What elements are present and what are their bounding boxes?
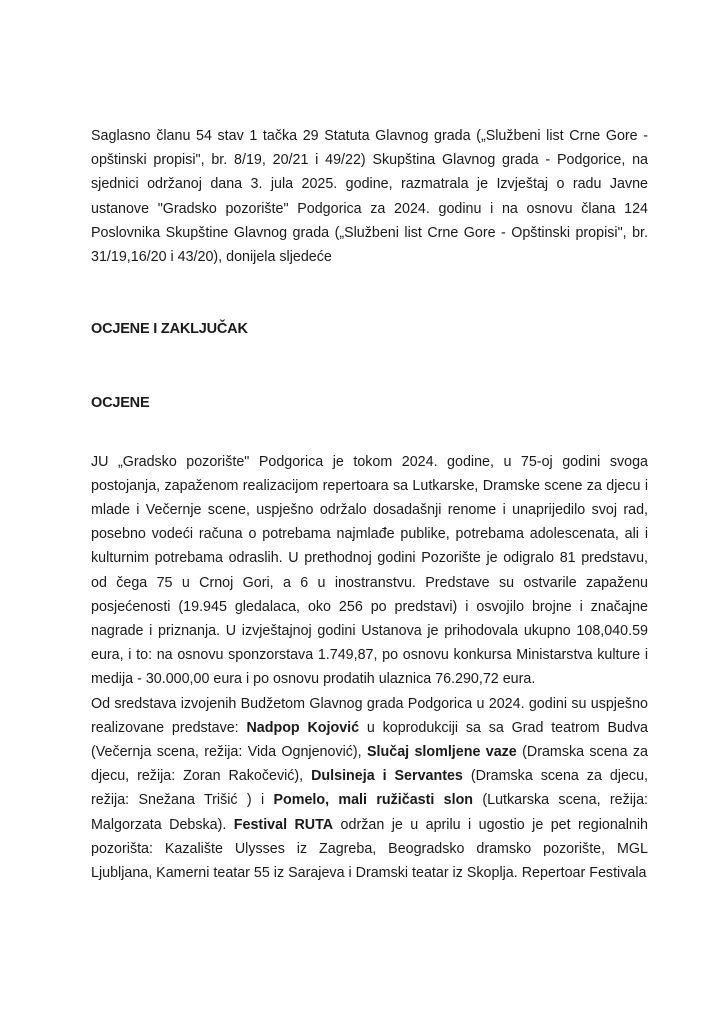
production-title: Pomelo, mali ružičasti slon bbox=[273, 792, 474, 809]
production-title: Dulsineja i Servantes bbox=[311, 768, 463, 785]
section-heading: OCJENE bbox=[91, 395, 150, 412]
document-page bbox=[91, 124, 648, 885]
text-run: održan je u aprilu i ugostio je pet regionalnih pozorišta: Kazalište Ulysses iz Zagreba, Beogradsko dramsko pozorište, MGL Ljubljana, Kamerni teatar 55 iz Sarajeva i Dramski teatar iz Skoplja. Repertoar Festivala bbox=[91, 816, 648, 882]
document-title: OCJENE I ZAKLJUČAK bbox=[91, 321, 248, 338]
assessment-paragraph: JU „Gradsko pozorište" Podgorica je tokom 2024. godine, u 75-oj godini svoga postojanja, zapaženom realizacijom repertoara sa Lutkarske, Dramske scene za djecu i mlade i Večernje scene, uspješno održalo dosadašnji renome i unaprijedilo svoj rad, posebno vodeći računa o potrebama najmlađe publike, potrebama adolescenata, ali i kulturnim potrebama odraslih. U prethodnoj godini Pozorište je odigralo 81 predstavu, od čega 75 u Crnoj Gori, a 6 u inostranstvu. Predstave su ostvarile zapaženu posjećenosti (19.945 gledalaca, oko 256 po predstavi) i osvojilo brojne i značajne nagrade i priznanja. U izvještajnoj godini Ustanova je prihodovala ukupno 108,040.59 eura, i to: na osnovu sponzorstava 1.749,87, po osnovu konkursa Ministarstva kulture i medija - 30.000,00 eura i po osnovu prodatih ulaznica 76.290,72 eura. bbox=[91, 453, 648, 688]
text-run: u koprodukciji sa sa Grad teatrom Budva (Večernja scena, režija: Vida Ognjenović), bbox=[91, 719, 648, 761]
text-run: (Dramska scena za djecu, režija: Snežana Trišić ) i bbox=[91, 768, 649, 809]
text-run: (Lutkarska scena, režija: Malgorzata Debska). bbox=[91, 792, 649, 833]
production-title: Slučaj slomljene vaze bbox=[367, 744, 517, 761]
funded-productions-paragraph bbox=[91, 692, 648, 886]
festival-name: Festival RUTA bbox=[233, 816, 334, 833]
text-run: Od sredstava izvojenih Budžetom Glavnog grada Podgorica u 2024. godini su uspješno realizovane predstave: bbox=[91, 695, 648, 736]
text-run: (Dramska scena za djecu, režija: Zoran Rakočević), bbox=[91, 744, 649, 785]
intro-paragraph: Saglasno članu 54 stav 1 tačka 29 Statuta Glavnog grada („Službeni list Crne Gore - opštinski propisi", br. 8/19, 20/21 i 49/22) Skupština Glavnog grada - Podgorice, na sjednici održanoj dana 3. jula 2025. godine, razmatrala je Izvještaj o radu Javne ustanove "Gradsko pozorište" Podgorica za 2024. godinu i na osnovu člana 124 Poslovnika Skupštine Glavnog grada („Službeni list Crne Gore - Opštinski propisi", br. 31/19,16/20 i 43/20), donijela sljedeće bbox=[91, 128, 648, 266]
production-title: Nadpop Kojović bbox=[246, 719, 360, 736]
